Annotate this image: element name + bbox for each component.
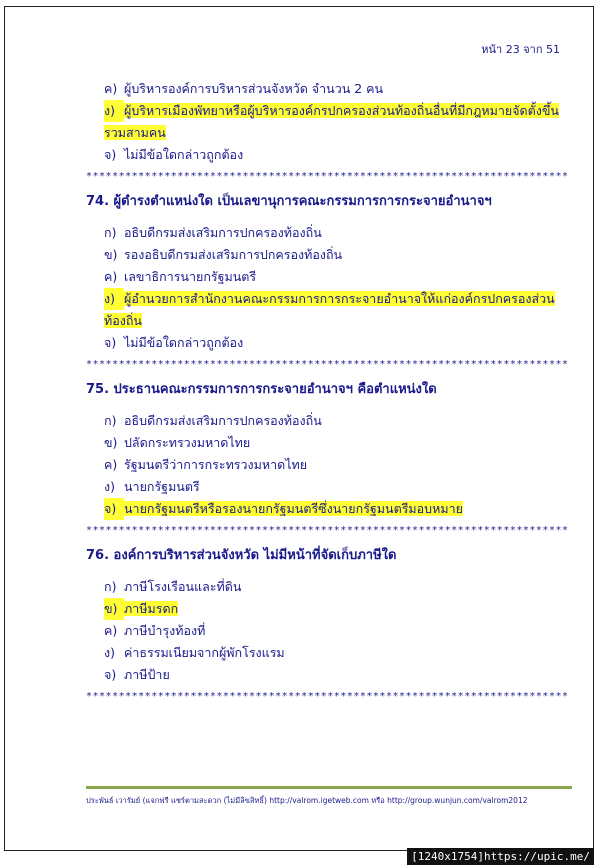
choice-label: ก)	[104, 413, 117, 428]
choice-label: ง)	[104, 645, 115, 660]
answer-choice	[104, 620, 572, 642]
choice-text: ค่าธรรมเนียมจากผู้พักโรงแรม	[124, 645, 285, 660]
answer-choice	[104, 266, 572, 288]
choice-label: จ)	[104, 667, 117, 682]
choice-label: ข)	[104, 435, 118, 450]
answer-choice	[104, 576, 572, 598]
page-number: หน้า 23 จาก 51	[481, 43, 560, 56]
footer-credit: ประพันธ์ เวารัมย์ (แจกฟรี แชร์ตามสะดวก (ไม่มีลิขสิทธิ์) http://valrom.igetweb.com หรือ http://group.wunjun.com/valrom2012	[86, 796, 528, 805]
separator: **************************************************************************	[86, 171, 569, 182]
choice-label: ข)	[104, 598, 124, 620]
choice-text-correct: ผู้อำนวยการสำนักงานคณะกรรมการการกระจายอำนาจให้แก่องค์กรปกครองส่วนท้องถิ่น	[104, 291, 555, 328]
choice-text-correct: นายกรัฐมนตรีหรือรองนายกรัฐมนตรีซึ่งนายกรัฐมนตรีมอบหมาย	[124, 501, 463, 516]
choice-label: จ)	[104, 335, 117, 350]
choice-label: ก)	[104, 225, 117, 240]
choice-label: ค)	[104, 269, 118, 284]
choice-text: ภาษีโรงเรือนและที่ดิน	[124, 579, 242, 594]
answer-choice	[104, 432, 572, 454]
answer-choice	[104, 100, 572, 144]
document-content	[86, 78, 572, 711]
choice-text: รองอธิบดีกรมส่งเสริมการปกครองท้องถิ่น	[124, 247, 343, 262]
question-75-choices	[86, 410, 572, 520]
choice-text: อธิบดีกรมส่งเสริมการปกครองท้องถิ่น	[124, 413, 322, 428]
choice-label: ง)	[104, 100, 124, 122]
question-74: 74. ผู้ดำรงตำแหน่งใด เป็นเลขานุการคณะกรรมการการกระจายอำนาจฯ	[86, 194, 492, 209]
answer-choice	[104, 664, 572, 686]
question-76-choices	[86, 576, 572, 686]
answer-choice	[104, 244, 572, 266]
choice-text: ภาษีป้าย	[124, 667, 170, 682]
choice-text-correct: ภาษีมรดก	[124, 601, 179, 616]
choice-text: นายกรัฐมนตรี	[124, 479, 200, 494]
answer-choice	[104, 454, 572, 476]
choice-text: ไม่มีข้อใดกล่าวถูกต้อง	[124, 335, 244, 350]
image-host-badge: [1240x1754]https://upic.me/	[407, 848, 594, 865]
separator: **************************************************************************	[86, 525, 569, 536]
question-73-tail	[86, 78, 572, 166]
answer-choice	[104, 332, 572, 354]
question-76: 76. องค์การบริหารส่วนจังหวัด ไม่มีหน้าที่จัดเก็บภาษีใด	[86, 548, 397, 563]
choice-label: จ)	[104, 498, 124, 520]
separator: **************************************************************************	[86, 359, 569, 370]
answer-choice	[104, 498, 572, 520]
separator: **************************************************************************	[86, 691, 569, 702]
choice-text: ภาษีบำรุงท้องที่	[124, 623, 206, 638]
answer-choice	[104, 598, 572, 620]
choice-label: ค)	[104, 81, 118, 96]
choice-label: ค)	[104, 457, 118, 472]
answer-choice	[104, 222, 572, 244]
question-75: 75. ประธานคณะกรรมการการกระจายอำนาจฯ คือตำแหน่งใด	[86, 382, 437, 397]
choice-label: ง)	[104, 479, 115, 494]
choice-label: ง)	[104, 288, 124, 310]
answer-choice	[104, 410, 572, 432]
choice-text: รัฐมนตรีว่าการกระทรวงมหาดไทย	[124, 457, 308, 472]
choice-label: ค)	[104, 623, 118, 638]
choice-text: ไม่มีข้อใดกล่าวถูกต้อง	[124, 147, 244, 162]
choice-text: เลขาธิการนายกรัฐมนตรี	[124, 269, 257, 284]
answer-choice	[104, 476, 572, 498]
answer-choice	[104, 288, 572, 332]
footer-rule	[86, 786, 572, 789]
answer-choice	[104, 144, 572, 166]
choice-text: ปลัดกระทรวงมหาดไทย	[124, 435, 251, 450]
choice-text: อธิบดีกรมส่งเสริมการปกครองท้องถิ่น	[124, 225, 322, 240]
answer-choice	[104, 642, 572, 664]
choice-text-correct: ผู้บริหารเมืองพัทยาหรือผู้บริหารองค์กรปกครองส่วนท้องถิ่นอื่นที่มีกฎหมายจัดตั้งขึ้นรวมสามคน	[104, 103, 559, 140]
choice-label: ข)	[104, 247, 118, 262]
choice-label: จ)	[104, 147, 117, 162]
answer-choice	[104, 78, 572, 100]
question-74-choices	[86, 222, 572, 354]
choice-label: ก)	[104, 579, 117, 594]
choice-text: ผู้บริหารองค์การบริหารส่วนจังหวัด จำนวน 2 คน	[124, 81, 384, 96]
